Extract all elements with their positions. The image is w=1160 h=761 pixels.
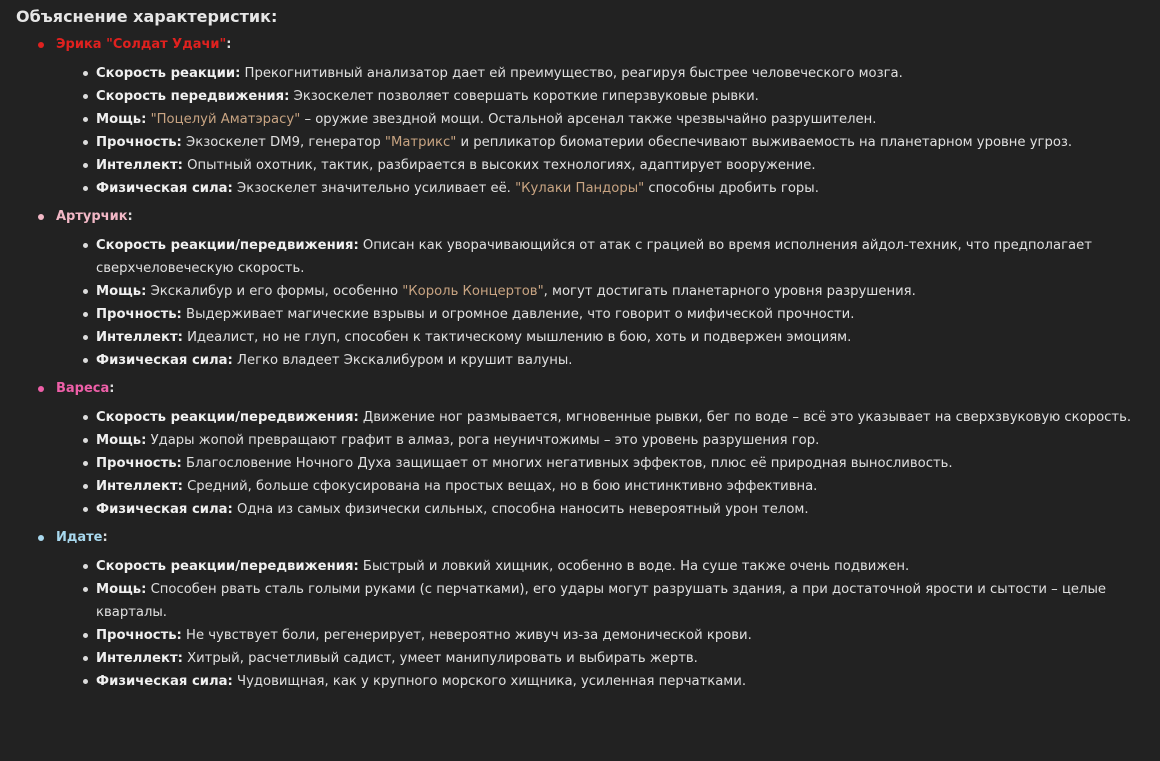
bullet-icon (83, 335, 88, 340)
bullet-icon (83, 461, 88, 466)
character-name: Эрика "Солдат Удачи" (56, 37, 227, 52)
colon: : (102, 530, 108, 545)
stat-item (56, 326, 1160, 349)
character-heading (56, 206, 1160, 228)
stat-label: Мощь: (96, 582, 147, 597)
stat-label: Скорость реакции: (96, 66, 241, 81)
stat-item (56, 475, 1160, 498)
character-heading (56, 378, 1160, 400)
stat-label: Интеллект: (96, 330, 183, 345)
stat-item (56, 406, 1160, 429)
bullet-icon (83, 587, 88, 592)
stat-item (56, 349, 1160, 372)
stat-label: Скорость передвижения: (96, 89, 290, 104)
stat-label: Интеллект: (96, 651, 183, 666)
stat-item (56, 670, 1160, 693)
stat-label: Прочность: (96, 135, 182, 150)
stat-item (56, 498, 1160, 521)
character-item (16, 378, 1160, 521)
highlighted-term: "Поцелуй Аматэрасу" (150, 112, 301, 127)
bullet-icon (83, 415, 88, 420)
stat-text: Экзоскелет DM9, генератор (181, 135, 385, 150)
stat-item (56, 555, 1160, 578)
stat-text: Удары жопой превращают графит в алмаз, рога неуничтожимы – это уровень разрушения гор. (146, 433, 820, 448)
stat-label: Скорость реакции/передвижения: (96, 559, 359, 574)
stat-label: Физическая сила: (96, 674, 233, 689)
stat-label: Интеллект: (96, 158, 183, 173)
stat-label: Мощь: (96, 112, 147, 127)
highlighted-term: "Матрикс" (384, 135, 457, 150)
stat-item (56, 624, 1160, 647)
bullet-icon (83, 484, 88, 489)
bullet-icon (38, 214, 44, 220)
stat-text: Благословение Ночного Духа защищает от многих негативных эффектов, плюс её природная выносливость. (181, 456, 953, 471)
stat-text: Хитрый, расчетливый садист, умеет манипулировать и выбирать жертв. (182, 651, 698, 666)
stat-item (56, 177, 1160, 200)
bullet-icon (83, 140, 88, 145)
bullet-icon (83, 358, 88, 363)
stat-label: Скорость реакции/передвижения: (96, 410, 359, 425)
stat-item (56, 62, 1160, 85)
bullet-icon (83, 564, 88, 569)
stat-text: Экскалибур и его формы, особенно (146, 284, 403, 299)
stat-item (56, 647, 1160, 670)
bullet-icon (83, 243, 88, 248)
bullet-icon (83, 94, 88, 99)
character-item (16, 527, 1160, 693)
stat-text: Одна из самых физически сильных, способна наносить невероятный урон телом. (232, 502, 809, 517)
stat-item (56, 578, 1160, 624)
bullet-icon (83, 679, 88, 684)
stat-text: Опытный охотник, тактик, разбирается в высоких технологиях, адаптирует вооружение. (182, 158, 816, 173)
stat-label: Интеллект: (96, 479, 183, 494)
character-list (16, 34, 1160, 693)
stat-text: Не чувствует боли, регенерирует, невероятно живуч из-за демонической крови. (181, 628, 752, 643)
stat-item (56, 154, 1160, 177)
stat-text: Экзоскелет значительно усиливает её. (232, 181, 516, 196)
bullet-icon (38, 535, 44, 541)
character-name: Артурчик (56, 209, 128, 224)
stat-item (56, 85, 1160, 108)
stat-label: Физическая сила: (96, 502, 233, 517)
stat-label: Физическая сила: (96, 353, 233, 368)
stat-item (56, 234, 1160, 280)
highlighted-term: "Кулаки Пандоры" (515, 181, 645, 196)
colon: : (226, 37, 232, 52)
stat-label: Прочность: (96, 307, 182, 322)
stat-text: Выдерживает магические взрывы и огромное давление, что говорит о мифической прочности. (181, 307, 855, 322)
stat-text: Быстрый и ловкий хищник, особенно в воде. На суше также очень подвижен. (358, 559, 910, 574)
character-heading (56, 34, 1160, 56)
bullet-icon (38, 386, 44, 392)
stat-text: и репликатор биоматерии обеспечивают выживаемость на планетарном уровне угроз. (456, 135, 1073, 150)
bullet-icon (83, 633, 88, 638)
bullet-icon (83, 312, 88, 317)
bullet-icon (83, 71, 88, 76)
stat-item (56, 131, 1160, 154)
character-item (16, 206, 1160, 372)
bullet-icon (83, 507, 88, 512)
stat-label: Прочность: (96, 628, 182, 643)
stat-item (56, 280, 1160, 303)
stat-text: Способен рвать сталь голыми руками (с перчатками), его удары могут разрушать здания, а при достаточной ярости и сытости – целые кварталы. (96, 582, 1106, 620)
stat-item (56, 303, 1160, 326)
colon: : (109, 381, 115, 396)
stat-label: Физическая сила: (96, 181, 233, 196)
stat-text: Экзоскелет позволяет совершать короткие гиперзвуковые рывки. (289, 89, 759, 104)
stat-text: Прекогнитивный анализатор дает ей преимущество, реагируя быстрее человеческого мозга. (240, 66, 903, 81)
stat-text: Легко владеет Экскалибуром и крушит валуны. (232, 353, 573, 368)
character-name: Вареса (56, 381, 110, 396)
stat-list (56, 62, 1160, 200)
character-item (16, 34, 1160, 200)
stat-item (56, 429, 1160, 452)
stat-label: Мощь: (96, 433, 147, 448)
stat-label: Мощь: (96, 284, 147, 299)
stat-text: Чудовищная, как у крупного морского хищника, усиленная перчатками. (232, 674, 747, 689)
stat-text: способны дробить горы. (644, 181, 819, 196)
section-heading: Объяснение характеристик: (16, 7, 278, 26)
bullet-icon (83, 289, 88, 294)
stat-text: Движение ног размывается, мгновенные рывки, бег по воде – всё это указывает на сверхзвуковую скорость. (358, 410, 1132, 425)
stat-list (56, 406, 1160, 521)
stat-text: Идеалист, но не глуп, способен к тактическому мышлению в бою, хоть и подвержен эмоциям. (182, 330, 852, 345)
bullet-icon (83, 438, 88, 443)
stat-label: Прочность: (96, 456, 182, 471)
bullet-icon (83, 656, 88, 661)
stat-list (56, 234, 1160, 372)
bullet-icon (83, 117, 88, 122)
character-name: Идате (56, 530, 103, 545)
stat-list (56, 555, 1160, 693)
stat-label: Скорость реакции/передвижения: (96, 238, 359, 253)
stat-text: , могут достигать планетарного уровня разрушения. (543, 284, 916, 299)
bullet-icon (83, 163, 88, 168)
bullet-icon (83, 186, 88, 191)
stat-text: Средний, больше сфокусирована на простых вещах, но в бою инстинктивно эффективна. (182, 479, 818, 494)
colon: : (127, 209, 133, 224)
stat-text: Описан как уворачивающийся от атак с грацией во время исполнения айдол-техник, что предполагает сверхчеловеческую скорость. (96, 238, 1092, 276)
stat-item (56, 452, 1160, 475)
bullet-icon (38, 42, 44, 48)
character-heading (56, 527, 1160, 549)
stat-text: – оружие звездной мощи. Остальной арсенал также чрезвычайно разрушителен. (300, 112, 877, 127)
highlighted-term: "Король Концертов" (402, 284, 544, 299)
stat-item (56, 108, 1160, 131)
